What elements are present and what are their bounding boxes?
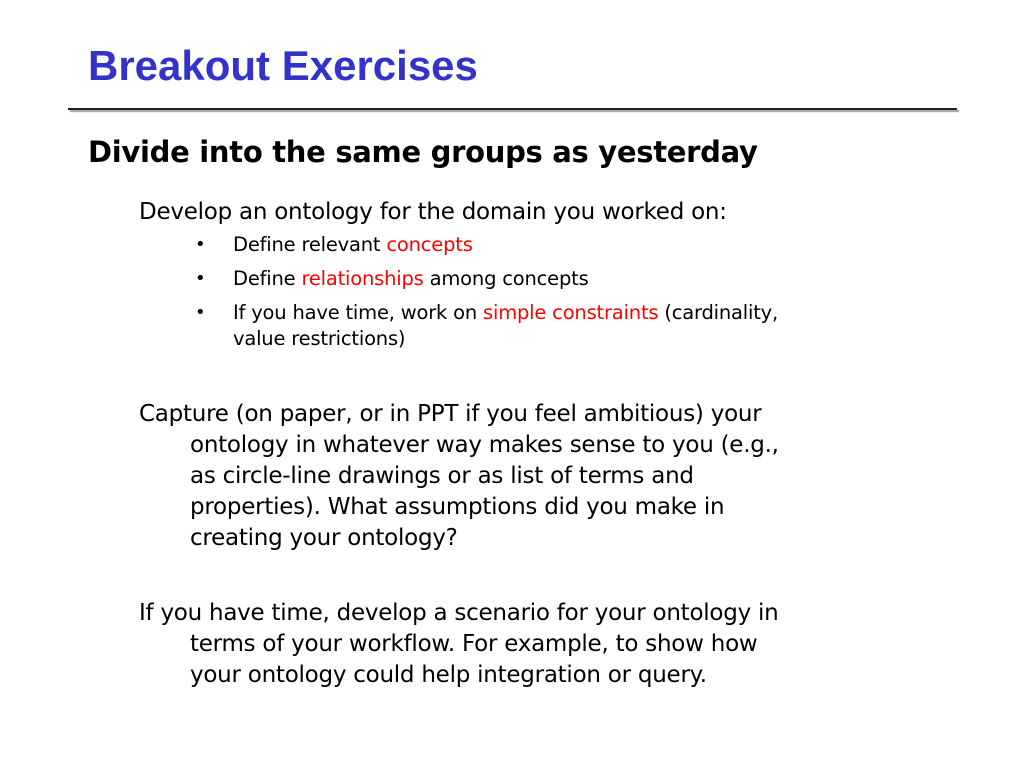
bullet-item-constraints [189, 300, 949, 352]
paragraph-line: Capture (on paper, or in PPT if you feel ambitious) your [139, 401, 762, 427]
instruction-develop-ontology: Develop an ontology for the domain you worked on: [139, 199, 727, 225]
bullet-text: If you have time, work on [233, 301, 484, 324]
paragraph-line: as circle-line drawings or as list of terms and [190, 463, 694, 489]
highlight-concepts: concepts [386, 233, 473, 256]
bullet-text: Define [233, 267, 302, 290]
highlight-relationships: relationships [301, 267, 424, 290]
bullet-icon: • [195, 302, 206, 323]
bullet-text-continuation: value restrictions) [233, 327, 406, 350]
paragraph-line: properties). What assumptions did you make in [190, 494, 725, 520]
bullet-icon: • [195, 268, 206, 289]
task-bullet-list [189, 232, 949, 360]
slide-title: Breakout Exercises [88, 42, 478, 89]
paragraph-line: terms of your workflow. For example, to show how [190, 631, 758, 657]
title-divider [68, 108, 957, 110]
paragraph-line: creating your ontology? [190, 525, 458, 551]
paragraph-line: ontology in whatever way makes sense to you (e.g., [190, 432, 779, 458]
bullet-item-relationships [189, 266, 949, 292]
instruction-develop-scenario [139, 598, 939, 691]
instruction-capture-ontology [139, 399, 939, 554]
bullet-text-after: (cardinality, [658, 301, 779, 324]
highlight-simple-constraints: simple constraints [483, 301, 659, 324]
section-heading: Divide into the same groups as yesterday [88, 135, 758, 169]
paragraph-line: your ontology could help integration or query. [190, 662, 707, 688]
bullet-icon: • [195, 234, 206, 255]
bullet-text: Define relevant [233, 233, 387, 256]
paragraph-line: If you have time, develop a scenario for your ontology in [139, 600, 779, 626]
bullet-text-after: among concepts [423, 267, 589, 290]
bullet-item-concepts [189, 232, 949, 258]
